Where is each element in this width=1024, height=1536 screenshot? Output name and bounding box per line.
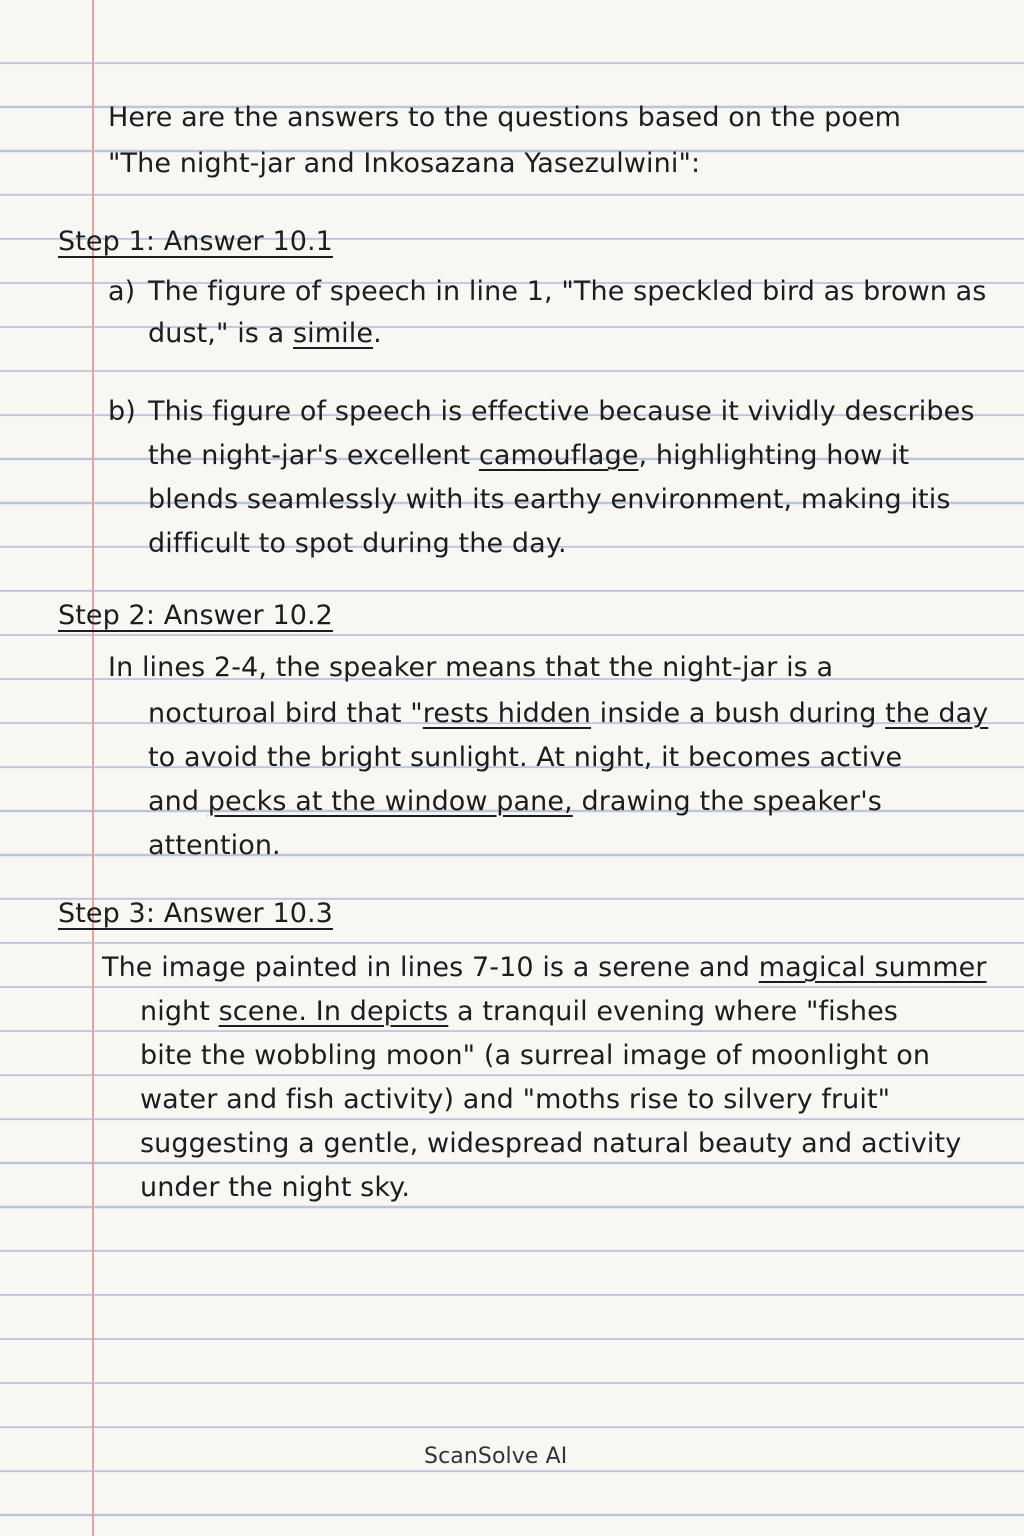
step2-heading: Step 2: Answer 10.2	[58, 600, 333, 631]
step1-b-line-1: This figure of speech is effective because it vividly describes	[148, 396, 975, 427]
intro-line-2: "The night-jar and Inkosazana Yasezulwini":	[108, 148, 701, 179]
intro-line-1: Here are the answers to the questions based on the poem	[108, 102, 902, 133]
step2-line-5: attention.	[148, 830, 281, 861]
text-segment: nocturoal bird that "	[148, 698, 423, 729]
step3-line-4: water and fish activity) and "moths rise to silvery fruit"	[140, 1084, 891, 1115]
step1-b-line-4: difficult to spot during the day.	[148, 528, 567, 559]
simile-term: simile	[292, 318, 374, 349]
text-segment: and	[148, 786, 208, 817]
step3-heading: Step 3: Answer 10.3	[58, 898, 333, 929]
step1-a-label: a)	[108, 276, 136, 307]
text-segment: a tranquil evening where "fishes	[448, 996, 898, 1027]
text-segment: , highlighting how it	[638, 440, 910, 471]
step3-line-1	[102, 954, 987, 981]
text-segment: night	[140, 996, 219, 1027]
step1-a-line-1: The figure of speech in line 1, "The speckled bird as brown as	[148, 276, 987, 307]
step2-line-4	[148, 788, 882, 815]
text-segment: .	[373, 318, 382, 349]
rests-hidden-phrase: rests hidden	[422, 698, 591, 729]
step1-b-line-3: blends seamlessly with its earthy environment, making itis	[148, 484, 951, 515]
footer-brand: ScanSolve AI	[424, 1444, 568, 1469]
scene-phrase: scene. In depicts	[218, 996, 449, 1027]
step1-b-line-2	[148, 442, 909, 469]
step1-b-label: b)	[108, 396, 136, 427]
text-segment: inside a bush during	[591, 698, 886, 729]
step3-line-5: suggesting a gentle, widespread natural beauty and activity	[140, 1128, 962, 1159]
text-segment: the night-jar's excellent	[148, 440, 479, 471]
text-segment: drawing the speaker's	[572, 786, 882, 817]
step2-line-1: In lines 2-4, the speaker means that the night-jar is a	[108, 652, 834, 683]
step2-line-3: to avoid the bright sunlight. At night, it becomes active	[148, 742, 903, 773]
the-day-phrase: the day	[885, 698, 989, 729]
camouflage-term: camouflage	[478, 440, 639, 471]
step3-line-3: bite the wobbling moon" (a surreal image of moonlight on	[140, 1040, 931, 1071]
magical-summer-phrase: magical summer	[758, 952, 987, 983]
step2-line-2	[148, 700, 988, 727]
step3-line-2	[140, 998, 898, 1025]
step1-heading: Step 1: Answer 10.1	[58, 226, 333, 257]
text-segment: The image painted in lines 7-10 is a serene and	[102, 952, 759, 983]
step1-a-line-2	[148, 320, 382, 347]
step3-line-6: under the night sky.	[140, 1172, 411, 1203]
pecks-phrase: pecks at the window pane,	[207, 786, 573, 817]
text-segment: dust," is a	[148, 318, 293, 349]
